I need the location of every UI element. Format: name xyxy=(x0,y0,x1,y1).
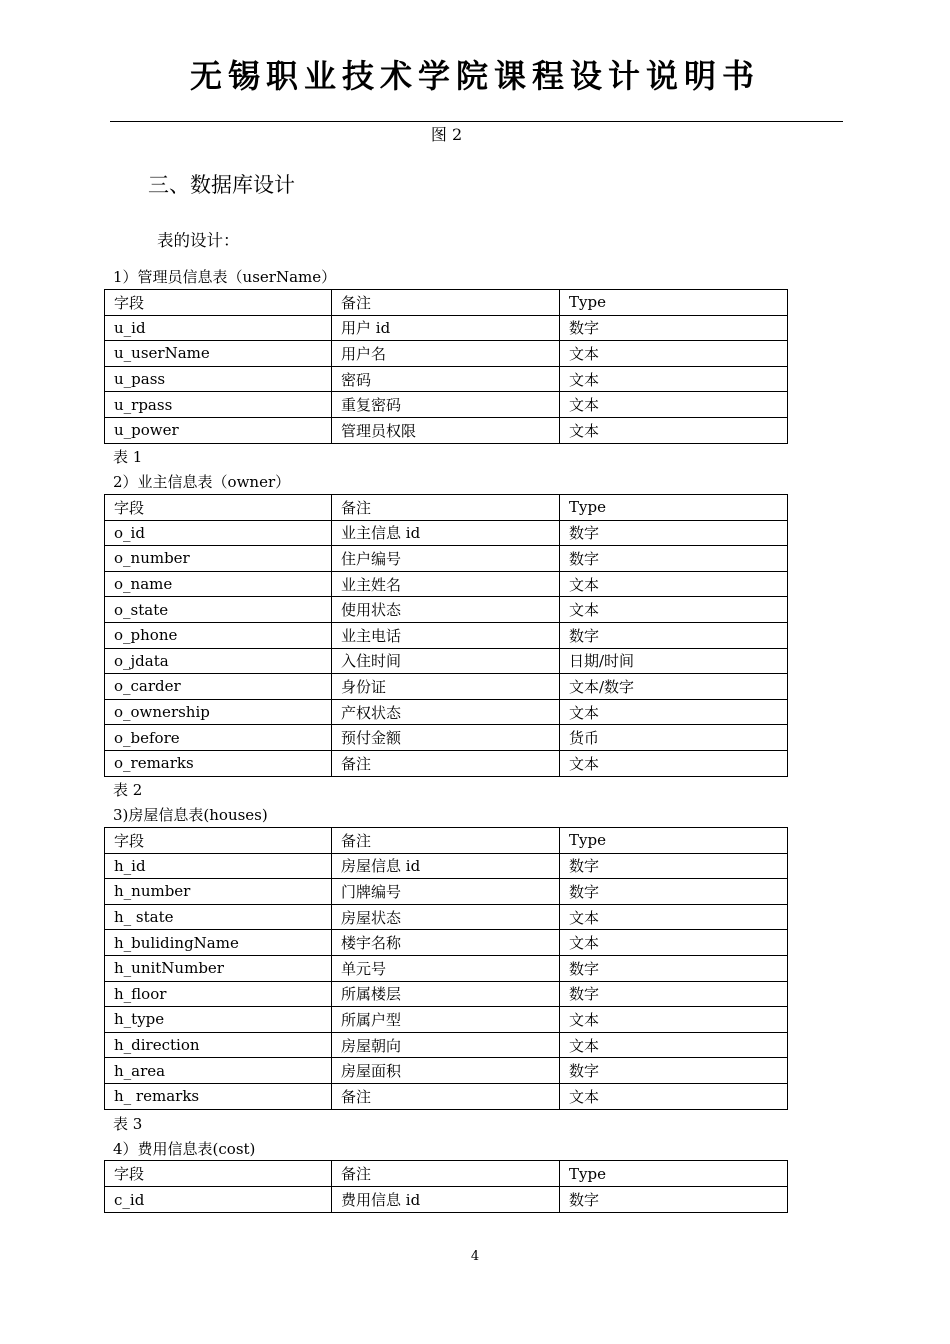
table-cell: o_state xyxy=(105,597,332,623)
table-row xyxy=(105,622,788,648)
page-number: 4 xyxy=(470,1249,480,1264)
table-cell: 入住时间 xyxy=(332,648,560,674)
table-cell: 身份证 xyxy=(332,674,560,700)
table-header-row xyxy=(105,1161,788,1187)
table-cell: 业主姓名 xyxy=(332,571,560,597)
table-header-cell: Type xyxy=(560,495,788,521)
table-cell: 数字 xyxy=(560,955,788,981)
header-rule xyxy=(110,121,843,122)
table-header-row xyxy=(105,495,788,521)
table-row xyxy=(105,1007,788,1033)
table-cell: 文本/数字 xyxy=(560,674,788,700)
table-cell: c_id xyxy=(105,1187,332,1213)
table-cell: h_ state xyxy=(105,904,332,930)
table-header-cell: 字段 xyxy=(105,828,332,854)
data-table xyxy=(104,1160,788,1213)
table-cell: 文本 xyxy=(560,392,788,418)
table-row xyxy=(105,546,788,572)
table-title: 2）业主信息表（owner） xyxy=(113,473,291,491)
table-cell: 所属楼层 xyxy=(332,981,560,1007)
table-row xyxy=(105,853,788,879)
page-header-title: 无锡职业技术学院课程设计说明书 xyxy=(189,57,760,95)
table-header-cell: Type xyxy=(560,1161,788,1187)
table-row xyxy=(105,1083,788,1109)
table-cell: 文本 xyxy=(560,1032,788,1058)
table-cell: 备注 xyxy=(332,750,560,776)
subsection-title: 表的设计： xyxy=(157,231,240,250)
table-cell: 文本 xyxy=(560,1083,788,1109)
table-cell: 备注 xyxy=(332,1083,560,1109)
table-header-cell: 备注 xyxy=(332,828,560,854)
table-cell: 文本 xyxy=(560,1007,788,1033)
table-cell: 业主信息 id xyxy=(332,520,560,546)
table-cell: 预付金额 xyxy=(332,725,560,751)
table-cell: o_ownership xyxy=(105,699,332,725)
table-row xyxy=(105,725,788,751)
table-caption: 表 2 xyxy=(113,781,143,799)
table-cell: 文本 xyxy=(560,904,788,930)
table-caption: 表 3 xyxy=(113,1115,143,1133)
table-cell: 数字 xyxy=(560,622,788,648)
figure-caption: 图 2 xyxy=(430,125,463,144)
table-header-cell: 备注 xyxy=(332,1161,560,1187)
table-header-cell: 备注 xyxy=(332,290,560,316)
table-cell: 楼宇名称 xyxy=(332,930,560,956)
table-header-cell: Type xyxy=(560,828,788,854)
table-cell: 房屋朝向 xyxy=(332,1032,560,1058)
table-cell: 房屋状态 xyxy=(332,904,560,930)
table-row xyxy=(105,930,788,956)
table-cell: h_ remarks xyxy=(105,1083,332,1109)
table-cell: 文本 xyxy=(560,750,788,776)
table-row xyxy=(105,597,788,623)
table-header-cell: 字段 xyxy=(105,495,332,521)
table-cell: o_id xyxy=(105,520,332,546)
table-cell: 文本 xyxy=(560,366,788,392)
table-header-row xyxy=(105,828,788,854)
table-cell: o_remarks xyxy=(105,750,332,776)
table-row xyxy=(105,417,788,443)
table-header-cell: Type xyxy=(560,290,788,316)
table-header-row xyxy=(105,290,788,316)
table-cell: 费用信息 id xyxy=(332,1187,560,1213)
table-title: 3)房屋信息表(houses) xyxy=(113,806,268,824)
table-cell: 数字 xyxy=(560,1187,788,1213)
table-row xyxy=(105,904,788,930)
table-cell: 文本 xyxy=(560,341,788,367)
table-cell: o_phone xyxy=(105,622,332,648)
table-cell: 密码 xyxy=(332,366,560,392)
table-row xyxy=(105,981,788,1007)
table-cell: 数字 xyxy=(560,1058,788,1084)
table-cell: 文本 xyxy=(560,571,788,597)
table-title: 4）费用信息表(cost) xyxy=(113,1140,256,1158)
table-row xyxy=(105,341,788,367)
table-cell: h_area xyxy=(105,1058,332,1084)
table-row xyxy=(105,674,788,700)
table-cell: h_id xyxy=(105,853,332,879)
table-header-cell: 备注 xyxy=(332,495,560,521)
table-cell: 用户 id xyxy=(332,315,560,341)
table-cell: 管理员权限 xyxy=(332,417,560,443)
table-cell: 单元号 xyxy=(332,955,560,981)
table-row xyxy=(105,520,788,546)
data-table xyxy=(104,494,788,777)
table-cell: 所属户型 xyxy=(332,1007,560,1033)
table-row xyxy=(105,648,788,674)
table-cell: 数字 xyxy=(560,981,788,1007)
table-cell: h_unitNumber xyxy=(105,955,332,981)
table-cell: 产权状态 xyxy=(332,699,560,725)
table-row xyxy=(105,1032,788,1058)
table-cell: 重复密码 xyxy=(332,392,560,418)
table-cell: u_userName xyxy=(105,341,332,367)
table-cell: h_floor xyxy=(105,981,332,1007)
table-cell: u_power xyxy=(105,417,332,443)
table-cell: h_bulidingName xyxy=(105,930,332,956)
table-row xyxy=(105,366,788,392)
table-cell: o_carder xyxy=(105,674,332,700)
table-cell: 住户编号 xyxy=(332,546,560,572)
table-cell: o_jdata xyxy=(105,648,332,674)
table-cell: 日期/时间 xyxy=(560,648,788,674)
table-cell: 文本 xyxy=(560,597,788,623)
table-cell: u_pass xyxy=(105,366,332,392)
table-cell: o_before xyxy=(105,725,332,751)
table-cell: h_direction xyxy=(105,1032,332,1058)
table-row xyxy=(105,1187,788,1213)
table-cell: 货币 xyxy=(560,725,788,751)
table-row xyxy=(105,571,788,597)
table-cell: 文本 xyxy=(560,930,788,956)
table-header-cell: 字段 xyxy=(105,1161,332,1187)
table-cell: 文本 xyxy=(560,417,788,443)
table-header-cell: 字段 xyxy=(105,290,332,316)
table-cell: o_name xyxy=(105,571,332,597)
table-cell: 数字 xyxy=(560,853,788,879)
table-cell: 房屋面积 xyxy=(332,1058,560,1084)
table-row xyxy=(105,699,788,725)
table-cell: 数字 xyxy=(560,546,788,572)
table-cell: 门牌编号 xyxy=(332,879,560,905)
section-title: 三、数据库设计 xyxy=(148,173,295,197)
table-cell: u_id xyxy=(105,315,332,341)
table-cell: 使用状态 xyxy=(332,597,560,623)
table-row xyxy=(105,392,788,418)
table-cell: 数字 xyxy=(560,520,788,546)
table-cell: o_number xyxy=(105,546,332,572)
table-row xyxy=(105,315,788,341)
table-row xyxy=(105,1058,788,1084)
table-cell: u_rpass xyxy=(105,392,332,418)
table-cell: 文本 xyxy=(560,699,788,725)
table-row xyxy=(105,879,788,905)
table-cell: 业主电话 xyxy=(332,622,560,648)
table-cell: 房屋信息 id xyxy=(332,853,560,879)
table-caption: 表 1 xyxy=(113,448,143,466)
data-table xyxy=(104,827,788,1110)
table-cell: 数字 xyxy=(560,879,788,905)
table-cell: 用户名 xyxy=(332,341,560,367)
table-cell: h_number xyxy=(105,879,332,905)
table-cell: h_type xyxy=(105,1007,332,1033)
table-row xyxy=(105,955,788,981)
data-table xyxy=(104,289,788,444)
table-title: 1）管理员信息表（userName） xyxy=(113,268,337,286)
table-cell: 数字 xyxy=(560,315,788,341)
table-row xyxy=(105,750,788,776)
